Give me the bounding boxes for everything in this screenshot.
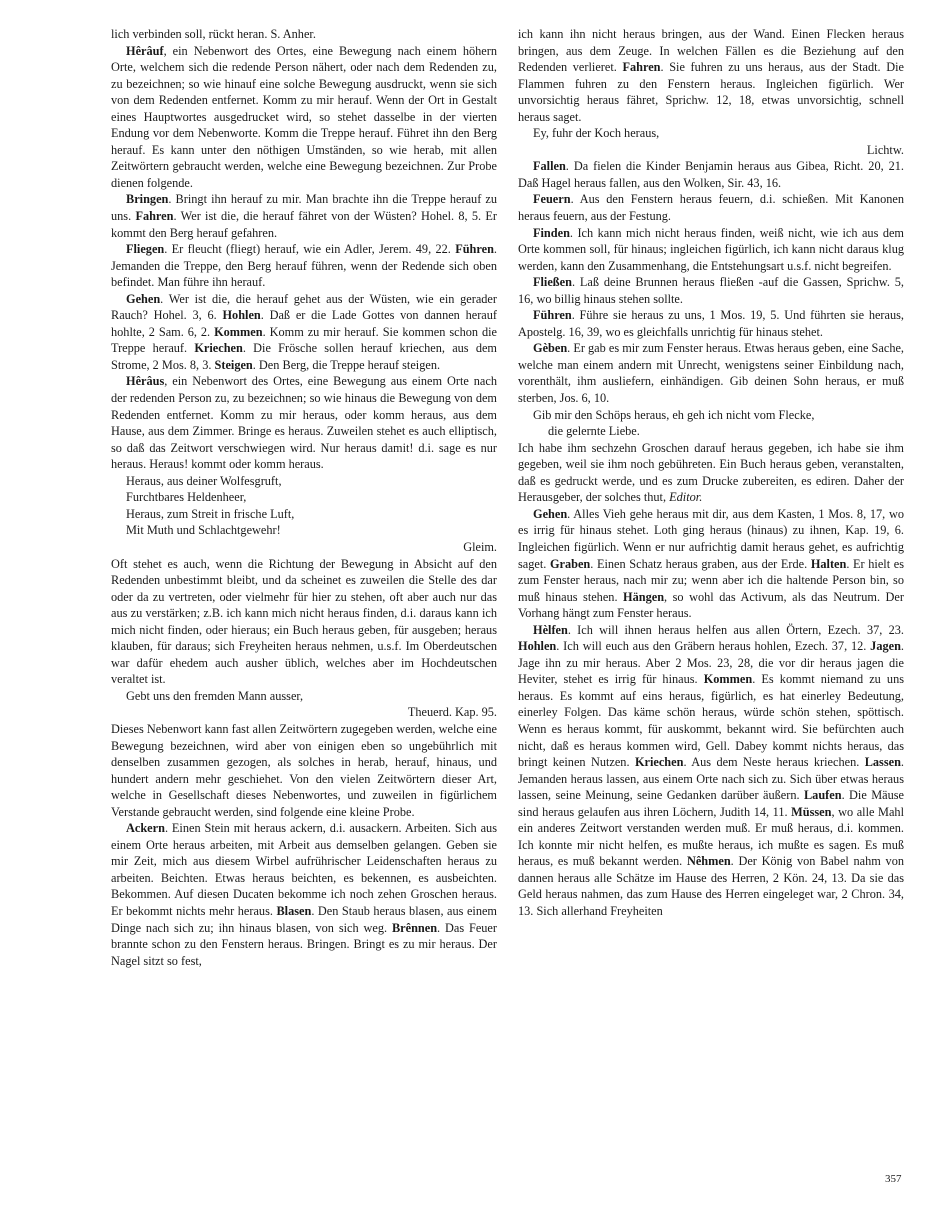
headword: Führen <box>455 242 494 257</box>
entry-paragraph <box>518 274 904 307</box>
entry-text: . Einen Stein mit heraus ackern, d.i. ausackern. Arbeiten. Sich aus einem Orte heraus arbeiten, mit Arbeit aus demselben gelangen. Geben sie mir Zeit, mich aus diesem Wirbel aufrührischer Leidenschaften heraus zu arbeiten. Beichten. Etwas heraus beichten, es bekennen, es ausbeichten. Bekommen. Auf diesen Ducaten bekomme ich noch zehen Groschen heraus. Er bekommt nichts mehr heraus. <box>111 821 497 918</box>
entry-text: . Er fleucht (fliegt) herauf, wie ein Adler, Jerem. 49, 22. <box>164 242 456 257</box>
headword: Kommen <box>703 672 753 687</box>
headword: Fliegen <box>126 242 165 257</box>
verse-line: die gelernte Liebe. <box>548 424 640 439</box>
entry-paragraph <box>518 191 904 224</box>
headword: Feuern <box>533 192 571 207</box>
entry-text: Oft stehet es auch, wenn die Richtung der Bewegung in Absicht auf den Redenden unbestimmt bleibt, und da scheinet es zuweilen die Stelle des dar oder da zu vertreten, oder vielmehr für hier zu stehen, oft aber auch nur das aus zu verstärken; z.B. ich kann mich nicht heraus finden, d.i. daraus kann ich mich nicht finden, oder hieraus; ein Buch heraus geben, für ausgeben; heraus klauben, für daraus; sich Freyheiten heraus nehmen, u.s.f. Im Oberdeutschen war dafür ehedem auch ausher üblich, welches aber im Hochdeutschen veraltet ist. <box>111 556 497 687</box>
entry-text: . Ich will ihnen heraus helfen aus allen Örtern, Ezech. 37, 23. <box>567 622 904 637</box>
headword: Führen <box>533 308 572 323</box>
entry-text: . Wer ist die, die herauf gehet aus der Wüsten, wie ein gerader Rauch? Hohel. 3, 6. <box>111 291 497 323</box>
entry-text: . Der König von Babel nahm von dannen heraus alle Schätze im Hause des Herren, 2 Kön. 24, 13. Da sie das Geld heraus nahmen, das zum Hause des Herren eingeleget war, 2 Chron. 34, 13. Sich allerhand Freyheiten <box>518 854 904 918</box>
headword: Gehen <box>533 506 568 521</box>
headword: Fließen <box>533 275 572 290</box>
headword: Hèlfen <box>533 622 568 637</box>
entry-text: . Laß deine Brunnen heraus fließen -auf die Gassen, Sprichw. 5, 16, wo billig hinaus stehen sollte. <box>518 275 904 306</box>
right-column <box>518 26 904 920</box>
headword: Gèben <box>533 341 568 356</box>
entry-text: lich verbinden soll, rückt heran. S. Anher. <box>111 27 316 41</box>
verse-line: Heraus, aus deiner Wolfesgruft, <box>126 473 282 488</box>
entry-paragraph <box>111 26 497 43</box>
entry-text: . Führe sie heraus zu uns, 1 Mos. 19, 5. Und führten sie heraus, Apostelg. 16, 39, wo es gleichfalls unrichtig für hinaus stehet. <box>518 308 904 339</box>
entry-text: . Sie fuhren zu uns heraus, aus der Stadt. Die Flammen fuhren zu den Fenstern heraus. Ingleichen figürlich. Wer unvorsichtig heraus fähret, Sprichw. 12, 18, etwas unvorsichtig, schnell heraus saget. <box>518 60 905 124</box>
headword: Kriechen <box>634 755 684 770</box>
headword: Steigen <box>214 357 253 372</box>
quote-source: Lichtw. <box>866 142 904 157</box>
entry-text: , wo alle Mahl ein anderes Zeitwort verstanden werden muß. Er muß heraus, d.i. kommen. Ich konnte mir nicht helfen, es mußte heraus, ich mußte es sagen. Es muß heraus, es muß bekannt werden. <box>518 804 904 869</box>
entry-text: . Jage ihn zu mir heraus. Aber 2 Mos. 23, 28, die vor dir heraus jagen die Heviter, stehet es irrig für hinaus. <box>518 639 904 687</box>
entry-paragraph <box>111 373 497 472</box>
quote-source: Theuerd. Kap. 95. <box>407 705 497 720</box>
headword: Finden <box>533 225 570 240</box>
entry-text: . Daß er die Lade Gottes von dannen herauf hohlte, 2 Sam. 6, 2. <box>111 308 497 339</box>
entry-text: , ein Nebenwort des Ortes, eine Bewegung aus einem Orte nach der redenden Person zu, zu bezeichnen; so wie hinaus die Bewegung von dem Redenden entfernet. Komm zu mir heraus, oder komm heraus, aus dem Hause, aus dem Zimmer. Bringe es heraus. Zuweilen stehet es auch elliptisch, so daß das Zeitwort verschwiegen wird. Nur heraus damit! d.i. sage es nur heraus. Heraus! kommt oder komm heraus. <box>111 374 497 472</box>
headword: Brênnen <box>391 920 438 935</box>
verse-line: Gebt uns den fremden Mann ausser, <box>126 688 304 703</box>
entry-paragraph <box>111 721 497 820</box>
headword: Gehen <box>126 291 161 306</box>
entry-text: . Ich will euch aus den Gräbern heraus hohlen, Ezech. 37, 12. <box>556 639 871 654</box>
italic-term: Editor. <box>669 490 703 505</box>
headword: Halten <box>810 556 847 571</box>
page-number: 357 <box>885 1173 902 1185</box>
entry-paragraph <box>518 225 904 275</box>
headword: Ackern <box>126 821 165 836</box>
headword: Fahren <box>135 209 174 224</box>
entry-text: . Er gab es mir zum Fenster heraus. Etwas heraus geben, eine Sache, welche man einem andern mit Unrecht, wenigstens seiner Einbildung nach, vorenthält, ihm ausliefern, einhändigen. Gib deinen Sohn heraus, er muß sterben, Jos. 6, 10. <box>518 341 904 406</box>
entry-text: . Aus dem Neste heraus kriechen. <box>683 755 865 770</box>
entry-text: . Bringt ihn herauf zu mir. Man brachte ihn die Treppe herauf zu uns. <box>111 192 497 224</box>
entry-paragraph <box>518 158 904 191</box>
verse-line: Ey, fuhr der Koch heraus, <box>533 126 660 141</box>
headword: Hängen <box>623 589 665 604</box>
headword: Fallen <box>533 159 566 174</box>
entry-text: . Er hielt es zum Fenster heraus, nach mir zu; wenn aber ich die haltende Person bin, so muß hinaus stehen. <box>518 556 904 604</box>
verse-line: Gib mir den Schöps heraus, eh geh ich nicht vom Flecke, <box>533 407 815 422</box>
left-column <box>111 26 497 969</box>
headword: Fahren <box>622 60 661 75</box>
entry-text: Ich habe ihm sechzehn Groschen darauf heraus gegeben, ich habe sie ihm gegeben, weil sie ihm noch gebühreten. Ein Buch heraus geben, veranstalten, daß es gedruckt werde, und es zum Drucke zubereiten, es ediren. Daher der Herausgeber, der solches thut, <box>518 440 904 505</box>
verse-line: Mit Muth und Schlachtgewehr! <box>126 523 281 538</box>
entry-paragraph <box>111 241 497 291</box>
entry-paragraph <box>518 340 904 406</box>
entry-paragraph <box>111 291 497 374</box>
headword: Blasen <box>276 903 312 918</box>
entry-text: , ein Nebenwort des Ortes, eine Bewegung nach einem höhern Orte, welchem sich die redende Person nähert, oder nach dem Redenden zu, zu bezeichnen; so wie hinauf eine solche Bewegung ausdruckt, wenn sie sich von dem Redenden entfernet. Komm zu mir herauf. Wenn der Ort in Gestalt eines Hauptwortes ausgedrucket wird, so stehet dasselbe in der vierten Endung vor dem Nebenworte. Komm die Treppe herauf. Führet ihn den Berg herauf. Es kann unter den nöthigen Umständen, so wie herab, mit allen Zeitwörtern gebraucht werden, welche eine Bewegung bezeichnen. Zur Probe dienen folgende. <box>111 43 497 190</box>
entry-paragraph <box>111 191 497 241</box>
entry-text: . Einen Schatz heraus graben, aus der Erde. <box>590 556 811 571</box>
entry-text: . Aus den Fenstern heraus feuern, d.i. schießen. Mit Kanonen heraus feuern, aus der Festung. <box>518 192 904 224</box>
entry-text: . Es kommt niemand zu uns heraus. Es kommt auf eins heraus, figürlich, es hat einerley Bedeutung, einerley Folgen. Das käme schön heraus, würde schön stehen, spöttisch. Wenn es heraus kommt, für auskommt, bekannt wird. Sie befürchten auch nicht, daß es heraus kommen wird, Gell. Dabey kommt nichts heraus, das bringt keinen Nutzen. <box>518 672 904 770</box>
entry-text: . Komm zu mir herauf. Sie kommen schon die Treppe herauf. <box>111 324 497 356</box>
entry-text: . Die Frösche sollen herauf kriechen, aus dem Strome, 2 Mos. 8, 3. <box>111 341 497 372</box>
entry-text: ich kann ihn nicht heraus bringen, aus der Wand. Einen Flecken heraus bringen, aus dem Zeuge. In welchen Fällen es die Beziehung auf den Redenden verlieret. <box>518 27 904 75</box>
entry-text: , so wohl das Activum, als das Neutrum. Der Vorhang hängt zum Fenster heraus. <box>518 589 904 621</box>
entry-text: . Wer ist die, die herauf fähret von der Wüsten? Hohel. 8, 5. Er kommt den Berg herauf gefahren. <box>111 209 497 240</box>
headword: Laufen <box>803 788 842 803</box>
entry-text: . Den Staub heraus blasen, aus einem Dinge nach sich zu; ihn hinaus blasen, von sich weg. <box>111 903 497 935</box>
headword: Kommen <box>214 324 263 339</box>
headword: Hohlen <box>222 308 261 323</box>
headword: Hohlen <box>518 639 557 654</box>
headword: Kriechen <box>194 341 243 356</box>
entry-paragraph <box>518 622 904 920</box>
entry-paragraph <box>518 440 904 506</box>
headword: Nêhmen <box>686 854 731 869</box>
entry-text: Dieses Nebenwort kann fast allen Zeitwörtern zugegeben werden, welche eine Bewegung bezeichnen, wird aber von einigen eben so ungebührlich mit denselben zusammen gezogen, als solches in herab, herauf, hinaus, und hundert andern mehr geschiehet. Von den vielen Zeitwörtern dieser Art, welche in Gesellschaft dieses Nebenwortes, und zuweilen in figürlichem Verstande gebraucht werden, sind folgende eine kleine Probe. <box>111 721 497 819</box>
entry-paragraph <box>518 307 904 340</box>
entry-text: . Jemanden heraus lassen, aus einem Orte nach sich zu. Sich über etwas heraus lassen, seine Meinung, seine Gedanken darüber äußern. <box>518 755 904 803</box>
entry-text: . Alles Vieh gehe heraus mit dir, aus dem Kasten, 1 Mos. 8, 17, wo es irrig für hinaus stehet. Loth ging heraus (hinaus) zu ihnen, Kap. 19, 6. Ingleichen figürlich. Wenn er nur aufrichtig damit heraus gehet, es aufrichtig saget. <box>518 506 904 571</box>
entry-paragraph <box>111 820 497 969</box>
entry-text: . Da fielen die Kinder Benjamin heraus aus Gibea, Richt. 20, 21. Daß Hagel heraus fallen, aus den Wolken, Sir. 43, 16. <box>518 159 904 190</box>
headword: Graben <box>549 556 591 571</box>
headword: Jagen <box>870 639 901 654</box>
headword: Hêrâus <box>126 374 165 389</box>
entry-text: . Ich kann mich nicht heraus finden, weiß nicht, wie ich aus dem Orte kommen soll, für hinaus; ingleichen figürlich, ich kann nicht daraus klug werden, kann den Zusammenhang, die Entstehungsart u.s.f. nicht begreifen. <box>518 225 904 273</box>
entry-text: . Das Feuer brannte schon zu den Fenstern heraus. Bringen. Bringt es zu mir heraus. Der Nagel sitzt so fest, <box>111 920 497 968</box>
entry-paragraph <box>518 506 904 622</box>
verse-line: Heraus, zum Streit in frische Luft, <box>126 506 295 521</box>
headword: Hêrâuf <box>126 43 164 58</box>
verse-line: Furchtbares Heldenheer, <box>126 490 247 505</box>
headword: Müssen <box>791 804 832 819</box>
entry-text: . Die Mäuse sind heraus gelaufen aus ihren Löchern, Judith 14, 11. <box>518 788 905 819</box>
quote-source: Gleim. <box>463 539 497 554</box>
entry-text: . Den Berg, die Treppe herauf steigen. <box>252 357 441 372</box>
entry-paragraph <box>518 26 904 125</box>
headword: Lassen <box>864 755 901 770</box>
entry-paragraph <box>111 556 497 688</box>
entry-paragraph <box>111 43 497 192</box>
entry-text: . Jemanden die Treppe, den Berg herauf führen, wenn der Redende sich oben befindet. Man führe ihn herauf. <box>111 242 497 290</box>
headword: Bringen <box>126 192 169 207</box>
